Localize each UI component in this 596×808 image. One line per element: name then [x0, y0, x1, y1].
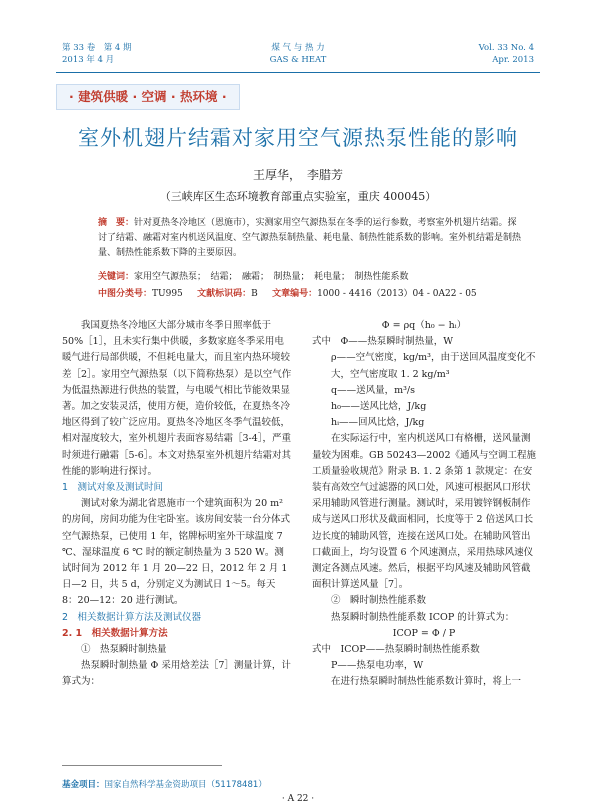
- doc-label: 文献标识码：: [197, 289, 252, 299]
- affiliation: （三峡库区生态环境教育部重点实验室，重庆 400045）: [159, 190, 437, 203]
- keywords-text: 家用空气源热泵； 结霜； 融霜； 制热量； 耗电量； 制热性能系数: [134, 272, 409, 282]
- article-value: 1000 - 4416（2013）04 - 0A22 - 05: [317, 289, 477, 299]
- journal-cn: 煤 气 与 热 力: [271, 43, 325, 53]
- header-divider: [56, 72, 540, 73]
- abstract: [98, 216, 522, 261]
- where-h0: h₀——送风比焓，J/kg: [331, 401, 427, 413]
- date-cn: 2013 年 4 月: [62, 55, 115, 65]
- header-volume-en: [479, 42, 534, 66]
- section-banner: · 建筑供暖 · 空调 · 热环境 ·: [56, 84, 240, 110]
- where-p: P——热泵电功率，W: [331, 660, 424, 672]
- footnote-divider: [62, 765, 222, 766]
- where-q: q——送风量，m³/s: [331, 384, 415, 396]
- journal-en: GAS & HEAT: [269, 55, 327, 65]
- keywords: [98, 271, 538, 284]
- funding-footnote: [62, 778, 267, 790]
- intro-paragraph: 我国夏热冬冷地区大部分城市冬季日照率低于 50%［1］，且未实行集中供暖，多数家庭冬季采用电暖气进行局部供暖，不但耗电量大，而且室内热环境较差［2］。家用空气源热泵（以下简称热泵）是以空气作为低温热源进行供热的装置，与电暖气相比节能效果显著。加之安装灵活，使用方便，造价较低，在夏热冬冷地区得到了较广泛应用。夏热冬冷地区冬季气温较低，相对湿度较大，室外机翅片表面容易结霜［3-4］，严重时须进行融霜［5-6］。本文对热泵室外机翅片结霜对其性能的影响进行探讨。: [62, 320, 292, 477]
- clc-value: TU995: [152, 289, 183, 299]
- section-1-paragraph: 测试对象为湖北省恩施市一个建筑面积为 20 m² 的房间，房间功能为住宅卧室。该房间安装一台分体式空气源热泵，已使用 1 年，铭牌标明室外干球温度 7 ℃、湿球温度 6 ℃ 时的额定制热量为 3 520 W。测试时间为 2012 年 1 月 20—22 日，2012 年 2 月 1 日—2 日，共 5 d，分别定义为测试日 1～5。每天 8：20—12：20 进行测试。: [62, 498, 291, 607]
- date-en: Apr. 2013: [492, 55, 534, 65]
- where-rho: ρ——空气密度，kg/m³，由于送回风温度变化不大，空气密度取 1. 2 kg/m³: [331, 352, 536, 380]
- article-label: 文章编号：: [272, 289, 318, 299]
- item-1-paragraph: 热泵瞬时制热量 Φ 采用焓差法［7］测量计算，计算式为：: [62, 660, 291, 688]
- equation-1: Φ = ρq（h₀ − hᵢ）: [381, 320, 467, 331]
- where-phi: 式中 Φ——热泵瞬时制热量，W: [312, 336, 454, 348]
- where-hi: hᵢ——回风比焓，J/kg: [331, 417, 425, 429]
- right-column: [312, 318, 536, 691]
- left-column: [62, 318, 292, 691]
- equation-2: ICOP = Φ / P: [392, 627, 456, 639]
- volume-en: Vol. 33 No. 4: [478, 43, 534, 53]
- funding-label: 基金项目：: [62, 780, 105, 790]
- section-2-heading: 2 相关数据计算方法及测试仪器: [62, 611, 202, 623]
- closing-paragraph: 在进行热泵瞬时制热性能系数计算时，将上一: [331, 676, 522, 688]
- airflow-paragraph: 在实际运行中，室内机送风口有格栅，送风量测量较为困难。GB 50243—2002《通风与空调工程施工质量验收规范》附录 B. 1. 2 条第 1 款规定：在安装有高效空气过滤器的风口处，风速可根据风口形状采用辅助风管进行测量。测试时，采用镀锌钢板制作成与送风口形状及截面相同，长度等于 2 倍送风口长边长度的辅助风管，连接在送风口处。在辅助风管出口截面上，均匀设置 6 个风速测点，采用热球风速仪测定各测点风速。然后，根据平均风速及辅助风管截面积计算送风量［7］。: [312, 433, 536, 591]
- funding-text: 国家自然科学基金资助项目（51178481）: [104, 780, 267, 790]
- page-number: · A 22 ·: [281, 794, 315, 804]
- abstract-text: 针对夏热冬冷地区（恩施市），实测家用空气源热泵在冬季的运行参数，考察室外机翅片结霜。探讨了结霜、融霜对室内机送风温度、空气源热泵制热量、耗电量、制热性能系数的影响。室外机结霜是制热量、制热性能系数下降的主要原因。: [98, 218, 522, 258]
- item-2-heading: ② 瞬时制热性能系数: [331, 595, 427, 607]
- authors: 王厚华， 李腊芳: [252, 168, 343, 182]
- clc-label: 中图分类号：: [98, 289, 153, 299]
- keywords-label: 关键词：: [98, 272, 135, 282]
- subsection-2-1-heading: 2. 1 相关数据计算方法: [62, 627, 168, 639]
- volume-cn: 第 33 卷 第 4 期: [62, 43, 132, 53]
- doc-value: B: [251, 289, 258, 299]
- item-1-heading: ① 热泵瞬时制热量: [81, 644, 167, 656]
- abstract-label: 摘 要：: [98, 218, 135, 228]
- where-icop: 式中 ICOP——热泵瞬时制热性能系数: [312, 644, 480, 656]
- classification-line: [98, 288, 538, 301]
- item-2-paragraph: 热泵瞬时制热性能系数 ICOP 的计算式为：: [331, 611, 515, 623]
- section-1-heading: 1 测试对象及测试时间: [62, 482, 164, 494]
- article-title: 室外机翅片结霜对家用空气源热泵性能的影响: [78, 126, 518, 150]
